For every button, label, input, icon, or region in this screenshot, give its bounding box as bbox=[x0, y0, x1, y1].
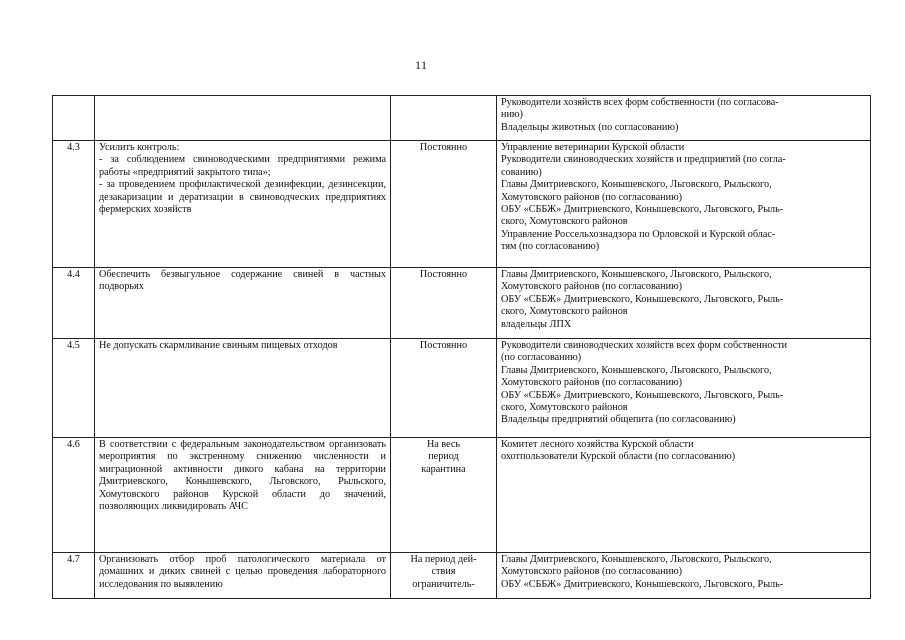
responsible-cell bbox=[497, 339, 871, 438]
responsible-line: Хомутовского районов (по согласованию) bbox=[501, 566, 683, 578]
action-cell bbox=[95, 553, 391, 599]
responsible-cell bbox=[497, 141, 871, 268]
table-row bbox=[53, 438, 871, 553]
responsible-line: ОБУ «СББЖ» Дмитриевского, Конышевского, Льговского, Рыль- bbox=[501, 293, 784, 305]
responsible-line: Руководители хозяйств всех форм собственности (по согласова- bbox=[501, 97, 779, 108]
term-cell bbox=[391, 339, 497, 438]
action-line: Организовать отбор проб патологического материала от домашних и диких свиней с целью проведения лабораторного исследования по выявлению bbox=[99, 554, 386, 590]
term-cell bbox=[391, 96, 497, 141]
responsible-line: Управление Россельхознадзора по Орловской и Курской облас- bbox=[501, 228, 776, 240]
responsible-line: Главы Дмитриевского, Конышевского, Льговского, Рыльского, bbox=[501, 269, 772, 280]
term-line: На весь bbox=[426, 439, 461, 450]
table-row bbox=[53, 339, 871, 438]
responsible-line: Владельцы животных (по согласованию) bbox=[501, 121, 679, 133]
responsible-line: Главы Дмитриевского, Конышевского, Льговского, Рыльского, bbox=[501, 554, 772, 565]
responsible-line: Главы Дмитриевского, Конышевского, Льговского, Рыльского, bbox=[501, 364, 772, 376]
table-row bbox=[53, 96, 871, 141]
term-line: ограничитель- bbox=[412, 578, 475, 590]
term-line: ствия bbox=[431, 566, 456, 578]
action-cell bbox=[95, 96, 391, 141]
table-row bbox=[53, 268, 871, 339]
action-cell bbox=[95, 438, 391, 553]
action-line: Не допускать скармливание свиньям пищевых отходов bbox=[99, 340, 338, 351]
action-cell bbox=[95, 339, 391, 438]
responsible-cell bbox=[497, 553, 871, 599]
responsible-line: ского, Хомутовского районов bbox=[501, 402, 628, 414]
page-number: 11 bbox=[415, 58, 428, 72]
action-line: Обеспечить безвыгульное содержание свиней в частных подворьях bbox=[99, 269, 386, 293]
responsible-line: ского, Хомутовского районов bbox=[501, 306, 628, 318]
term-line: Постоянно bbox=[419, 269, 468, 280]
responsible-line: охотпользователи Курской области (по согласованию) bbox=[501, 451, 736, 463]
responsible-line: Руководители свиноводческих хозяйств всех форм собственности bbox=[501, 340, 788, 351]
measures-table bbox=[52, 95, 871, 599]
term-line: период bbox=[428, 451, 459, 463]
responsible-line: ского, Хомутовского районов bbox=[501, 216, 628, 228]
item-number-cell: 4.4 bbox=[53, 268, 95, 339]
responsible-cell bbox=[497, 268, 871, 339]
responsible-line: Управление ветеринарии Курской области bbox=[501, 142, 685, 153]
responsible-cell bbox=[497, 96, 871, 141]
action-cell bbox=[95, 268, 391, 339]
item-number-cell: 4.7 bbox=[53, 553, 95, 599]
responsible-line: ОБУ «СББЖ» Дмитриевского, Конышевского, Льговского, Рыль- bbox=[501, 204, 784, 216]
action-line: В соответствии с федеральным законодательством организовать мероприятия по экстренному снижению численности и миграционной активности дикого кабана на территории Дмитриевского, Конышевского, Льговского, Рыльского, Хомутовского районов Курской области до значений, позволяющих ликвидировать АЧС bbox=[99, 439, 386, 513]
term-line: Постоянно bbox=[419, 142, 468, 153]
table-row bbox=[53, 553, 871, 599]
term-cell bbox=[391, 141, 497, 268]
responsible-line: Хомутовского районов (по согласованию) bbox=[501, 281, 683, 293]
responsible-line: (по согласованию) bbox=[501, 352, 582, 364]
responsible-line: Руководители свиноводческих хозяйств и предприятий (по согла- bbox=[501, 154, 786, 166]
action-line: Усилить контроль: bbox=[99, 142, 180, 153]
responsible-line: владельцы ЛПХ bbox=[501, 318, 572, 330]
responsible-line: Комитет лесного хозяйства Курской области bbox=[501, 439, 694, 450]
responsible-line: Хомутовского районов (по согласованию) bbox=[501, 191, 683, 203]
action-line: - за проведением профилактической дезинфекции, дезинсекции, дезакаризации и дератизации в свиноводческих предприятиях фермерских хозяйств bbox=[99, 179, 386, 216]
term-line: карантина bbox=[421, 463, 466, 475]
item-number-cell: 4.6 bbox=[53, 438, 95, 553]
item-number-cell: 4.5 bbox=[53, 339, 95, 438]
action-cell bbox=[95, 141, 391, 268]
term-line: Постоянно bbox=[419, 340, 468, 351]
responsible-line: нию) bbox=[501, 109, 523, 121]
responsible-line: Владельцы предприятий общепита (по согласованию) bbox=[501, 414, 736, 426]
responsible-line: Хомутовского районов (по согласованию) bbox=[501, 377, 683, 389]
term-cell bbox=[391, 553, 497, 599]
responsible-line: сованию) bbox=[501, 166, 542, 178]
term-cell bbox=[391, 438, 497, 553]
item-number-cell: 4.3 bbox=[53, 141, 95, 268]
action-line: - за соблюдением свиноводческими предприятиями режима работы «предприятий закрытого типа»; bbox=[99, 154, 386, 178]
responsible-line: ОБУ «СББЖ» Дмитриевского, Конышевского, Льговского, Рыль- bbox=[501, 389, 784, 401]
responsible-line: тям (по согласованию) bbox=[501, 241, 600, 253]
term-cell bbox=[391, 268, 497, 339]
term-line: На период дей- bbox=[410, 554, 477, 565]
measures-table-body bbox=[53, 96, 871, 599]
responsible-line: ОБУ «СББЖ» Дмитриевского, Конышевского, Льговского, Рыль- bbox=[501, 578, 784, 590]
responsible-line: Главы Дмитриевского, Конышевского, Льговского, Рыльского, bbox=[501, 179, 772, 191]
responsible-cell bbox=[497, 438, 871, 553]
page-bottom-margin bbox=[0, 600, 905, 640]
item-number-cell bbox=[53, 96, 95, 141]
table-row bbox=[53, 141, 871, 268]
